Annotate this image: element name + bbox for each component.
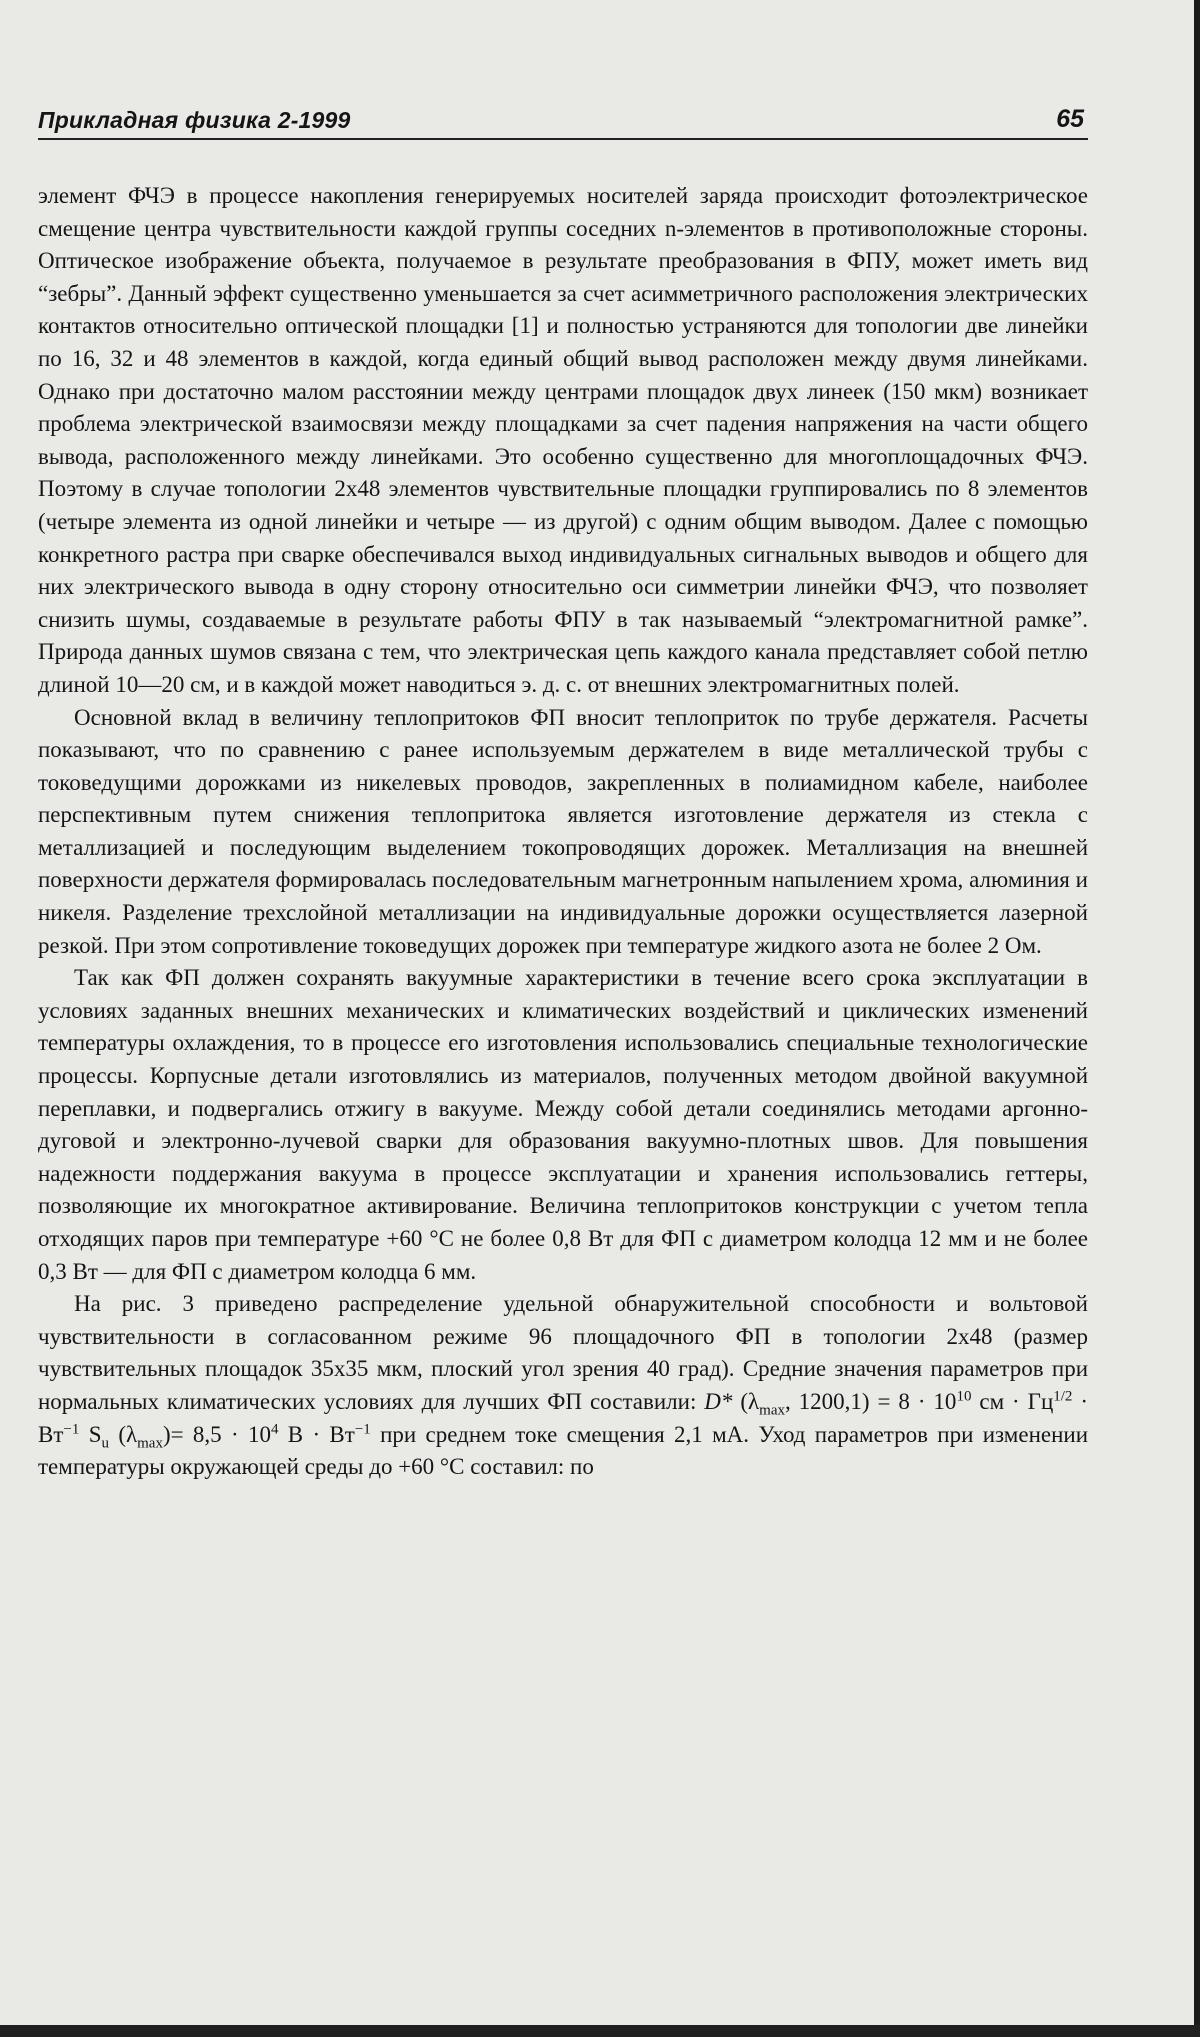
formula-superscript: −1 — [354, 1420, 371, 1437]
page — [38, 96, 1088, 1484]
formula-subscript: max — [137, 1435, 163, 1452]
formula-part: · Вт — [38, 1388, 1089, 1447]
formula-superscript: 4 — [270, 1420, 279, 1437]
running-head — [38, 96, 1088, 140]
paragraph-text: при среднем токе смещения 2,1 мА. Уход параметров при изменении температуры окружающей среды до +60 °С составил: по — [38, 1421, 1089, 1480]
article-body — [38, 180, 1088, 1484]
detectivity-symbol: D* — [704, 1388, 733, 1414]
formula-superscript: −1 — [63, 1420, 80, 1437]
formula-part: (λ — [732, 1388, 760, 1414]
paragraph-text: На рис. 3 приведено распределение удельной обнаружительной способности и вольтовой чувствительности в согласованном режиме 96 площадочного ФП в топологии 2х48 (размер чувствительных площадок 35х35 мкм, плоский угол зрения 40 град). Средние значения параметров при нормальных климатических условиях для лучших ФП составили: — [38, 1291, 1088, 1414]
page-number: 65 — [1056, 105, 1084, 133]
formula-part: (λ — [109, 1421, 138, 1447]
paragraph: Так как ФП должен сохранять вакуумные характеристики в течение всего срока эксплуатации в условиях заданных внешних механических и климатических воздействий и циклических изменений температуры охлаждения, то в процессе его изготовления использовались специальные технологические процессы. Корпусные детали изготовлялись из материалов, полученных методом двойной вакуумной переплавки, и подвергались отжигу в вакууме. Между собой детали соединялись методами аргонно-дуговой и электронно-лучевой сварки для образования вакуумно-плотных швов. Для повышения надежности поддержания вакуума в процессе эксплуатации и хранения использовались геттеры, позволяющие их многократное активирование. Величина теплопритоков конструкции с учетом тепла отходящих паров при температуре +60 °С не более 0,8 Вт для ФП с диаметром колодца 12 мм и не более 0,3 Вт — для ФП с диаметром колодца 6 мм. — [38, 965, 1088, 1284]
paragraph: элемент ФЧЭ в процессе накопления генерируемых носителей заряда происходит фотоэлектрическое смещение центра чувствительности каждой группы соседних n-элементов в противоположные стороны. Оптическое изображение объекта, получаемое в результате преобразования в ФПУ, может иметь вид “зебры”. Данный эффект существенно уменьшается за счет асимметричного расположения электрических контактов относительно оптической площадки [1] и полностью устраняются для топологии две линейки по 16, 32 и 48 элементов в каждой, когда единый общий вывод расположен между двумя линейками. Однако при достаточно малом расстоянии между центрами площадок двух линеек (150 мкм) возникает проблема электрической взаимосвязи между площадками за счет падения напряжения на части общего вывода, расположенного между линейками. Это особенно существенно для многоплощадочных ФЧЭ. Поэтому в случае топологии 2х48 элементов чувствительные площадки группировались по 8 элементов (четыре элемента из одной линейки и четыре — из другой) с одним общим выводом. Далее с помощью конкретного растра при сварке обеспечивался выход индивидуальных сигнальных выводов и общего для них электрического вывода в одну сторону относительно оси симметрии линейки ФЧЭ, что позволяет снизить шумы, создаваемые в результате работы ФПУ в так называемый “электромагнитной рамке”. Природа данных шумов связана с тем, что электрическая цепь каждого канала представляет собой петлю длиной 10—20 см, и в каждой может наводиться э. д. с. от внешних электромагнитных полей. — [38, 183, 1088, 697]
formula-subscript: max — [759, 1402, 785, 1419]
formula-part: В · Вт — [278, 1421, 355, 1447]
formula-superscript: 1/2 — [1053, 1388, 1073, 1405]
formula-part: )= 8,5 · 10 — [162, 1421, 271, 1447]
formula-part: см · Гц — [971, 1388, 1054, 1414]
paragraph: Основной вклад в величину теплопритоков ФП вносит теплоприток по трубе держателя. Расчеты показывают, что по сравнению с ранее используемым держателем в виде металлической трубы с токоведущими дорожками из никелевых проводов, закрепленных в полиамидном кабеле, наиболее перспективным путем снижения теплопритока является изготовление держателя из стекла с металлизацией и последующим выделением токопроводящих дорожек. Металлизация на внешней поверхности держателя формировалась последовательным магнетронным напылением хрома, алюминия и никеля. Разделение трехслойной металлизации на индивидуальные дорожки осуществляется лазерной резкой. При этом сопротивление токоведущих дорожек при температуре жидкого азота не более 2 Ом. — [38, 704, 1088, 958]
paragraph-with-formula — [38, 1288, 1088, 1484]
formula-subscript: u — [101, 1435, 109, 1452]
formula-superscript: 10 — [956, 1388, 972, 1405]
formula-part: , 1200,1) = 8 · 10 — [785, 1388, 957, 1414]
journal-title: Прикладная физика 2-1999 — [38, 107, 351, 133]
sensitivity-symbol: S — [88, 1421, 102, 1447]
scan-edge — [1194, 0, 1200, 2037]
scan-edge — [0, 2025, 1200, 2037]
